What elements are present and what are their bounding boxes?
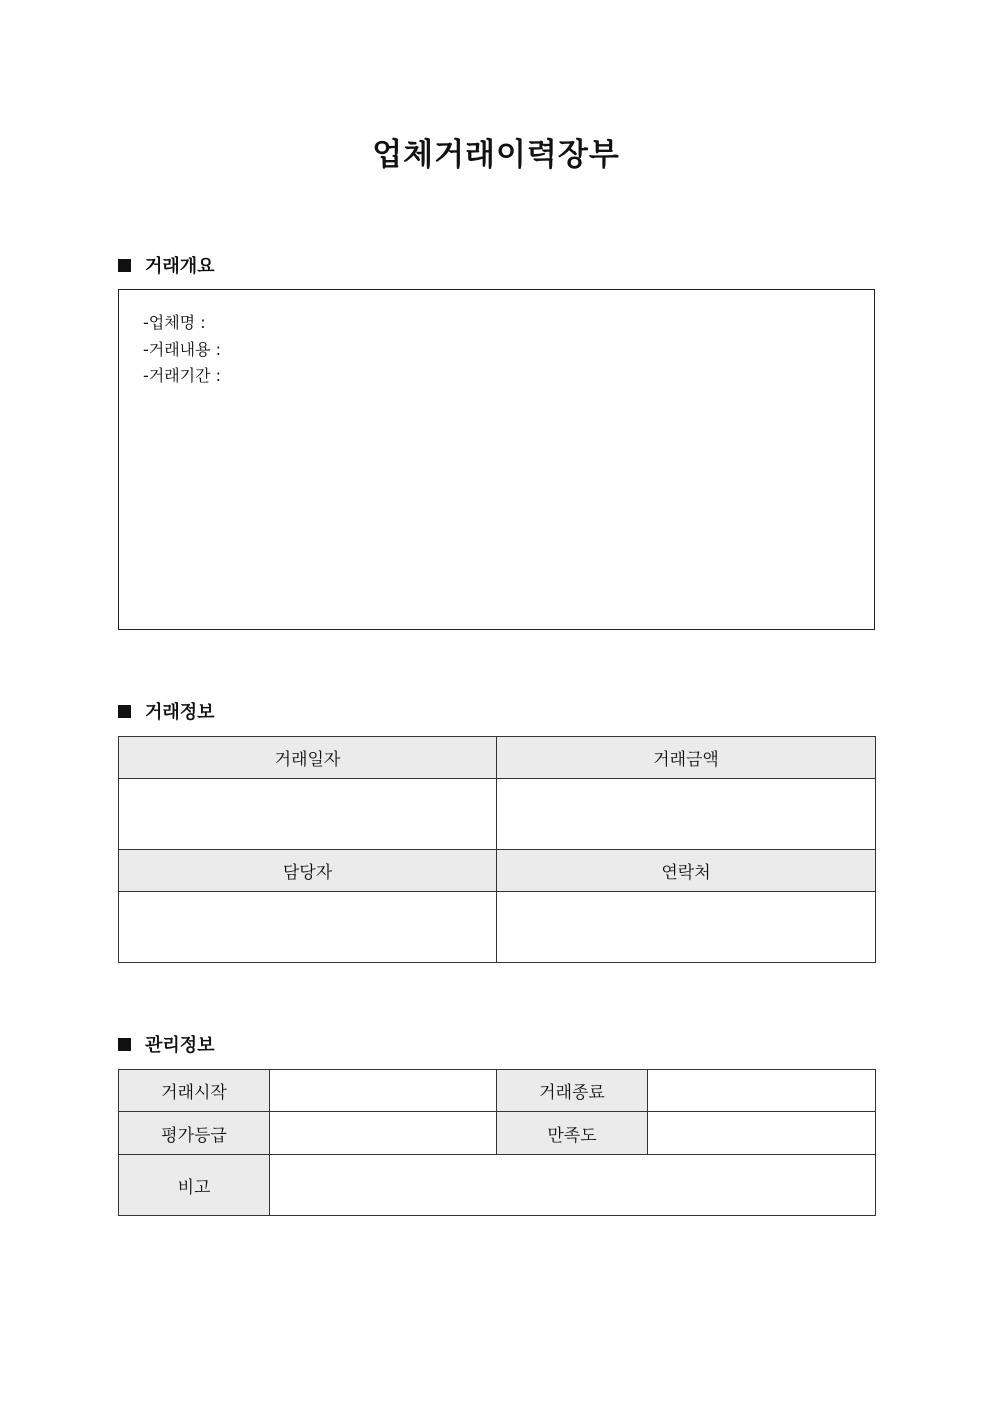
- trade-info-heading-label: 거래정보: [145, 702, 215, 723]
- remarks-label: 비고: [119, 1155, 270, 1216]
- start-cell[interactable]: [270, 1070, 497, 1112]
- trade-amount-cell[interactable]: [497, 779, 876, 850]
- overview-company-line: -업체명 :: [143, 313, 206, 332]
- trade-info-heading: [118, 699, 215, 723]
- table-row: [119, 737, 876, 779]
- table-row: [119, 850, 876, 892]
- manager-header: 담당자: [119, 850, 497, 892]
- management-heading-label: 관리정보: [145, 1035, 215, 1056]
- overview-content-line: -거래내용 :: [143, 339, 222, 359]
- end-cell[interactable]: [648, 1070, 876, 1112]
- remarks-cell[interactable]: [270, 1155, 876, 1216]
- overview-period-line: -거래기간 :: [143, 366, 222, 385]
- management-heading: [118, 1032, 215, 1056]
- trade-info-table: [118, 736, 876, 963]
- grade-label: 평가등급: [119, 1112, 270, 1155]
- contact-header: 연락처: [497, 850, 876, 892]
- end-label: 거래종료: [497, 1070, 648, 1112]
- trade-date-header: 거래일자: [119, 737, 497, 779]
- trade-date-cell[interactable]: [119, 779, 497, 850]
- satisfaction-label: 만족도: [497, 1112, 648, 1155]
- overview-heading: [118, 253, 215, 277]
- management-table: [118, 1069, 876, 1216]
- square-bullet-icon: [118, 1038, 131, 1051]
- square-bullet-icon: [118, 705, 131, 718]
- page-title: 업체거래이력장부: [372, 137, 620, 173]
- grade-cell[interactable]: [270, 1112, 497, 1155]
- overview-box: [118, 289, 875, 630]
- manager-cell[interactable]: [119, 892, 497, 963]
- table-row: [119, 779, 876, 850]
- trade-amount-header: 거래금액: [497, 737, 876, 779]
- satisfaction-cell[interactable]: [648, 1112, 876, 1155]
- table-row: [119, 892, 876, 963]
- table-row: [119, 1112, 876, 1155]
- table-row: [119, 1070, 876, 1112]
- table-row: [119, 1155, 876, 1216]
- overview-lines: [143, 310, 221, 390]
- overview-heading-label: 거래개요: [145, 256, 215, 277]
- contact-cell[interactable]: [497, 892, 876, 963]
- start-label: 거래시작: [119, 1070, 270, 1112]
- square-bullet-icon: [118, 259, 131, 272]
